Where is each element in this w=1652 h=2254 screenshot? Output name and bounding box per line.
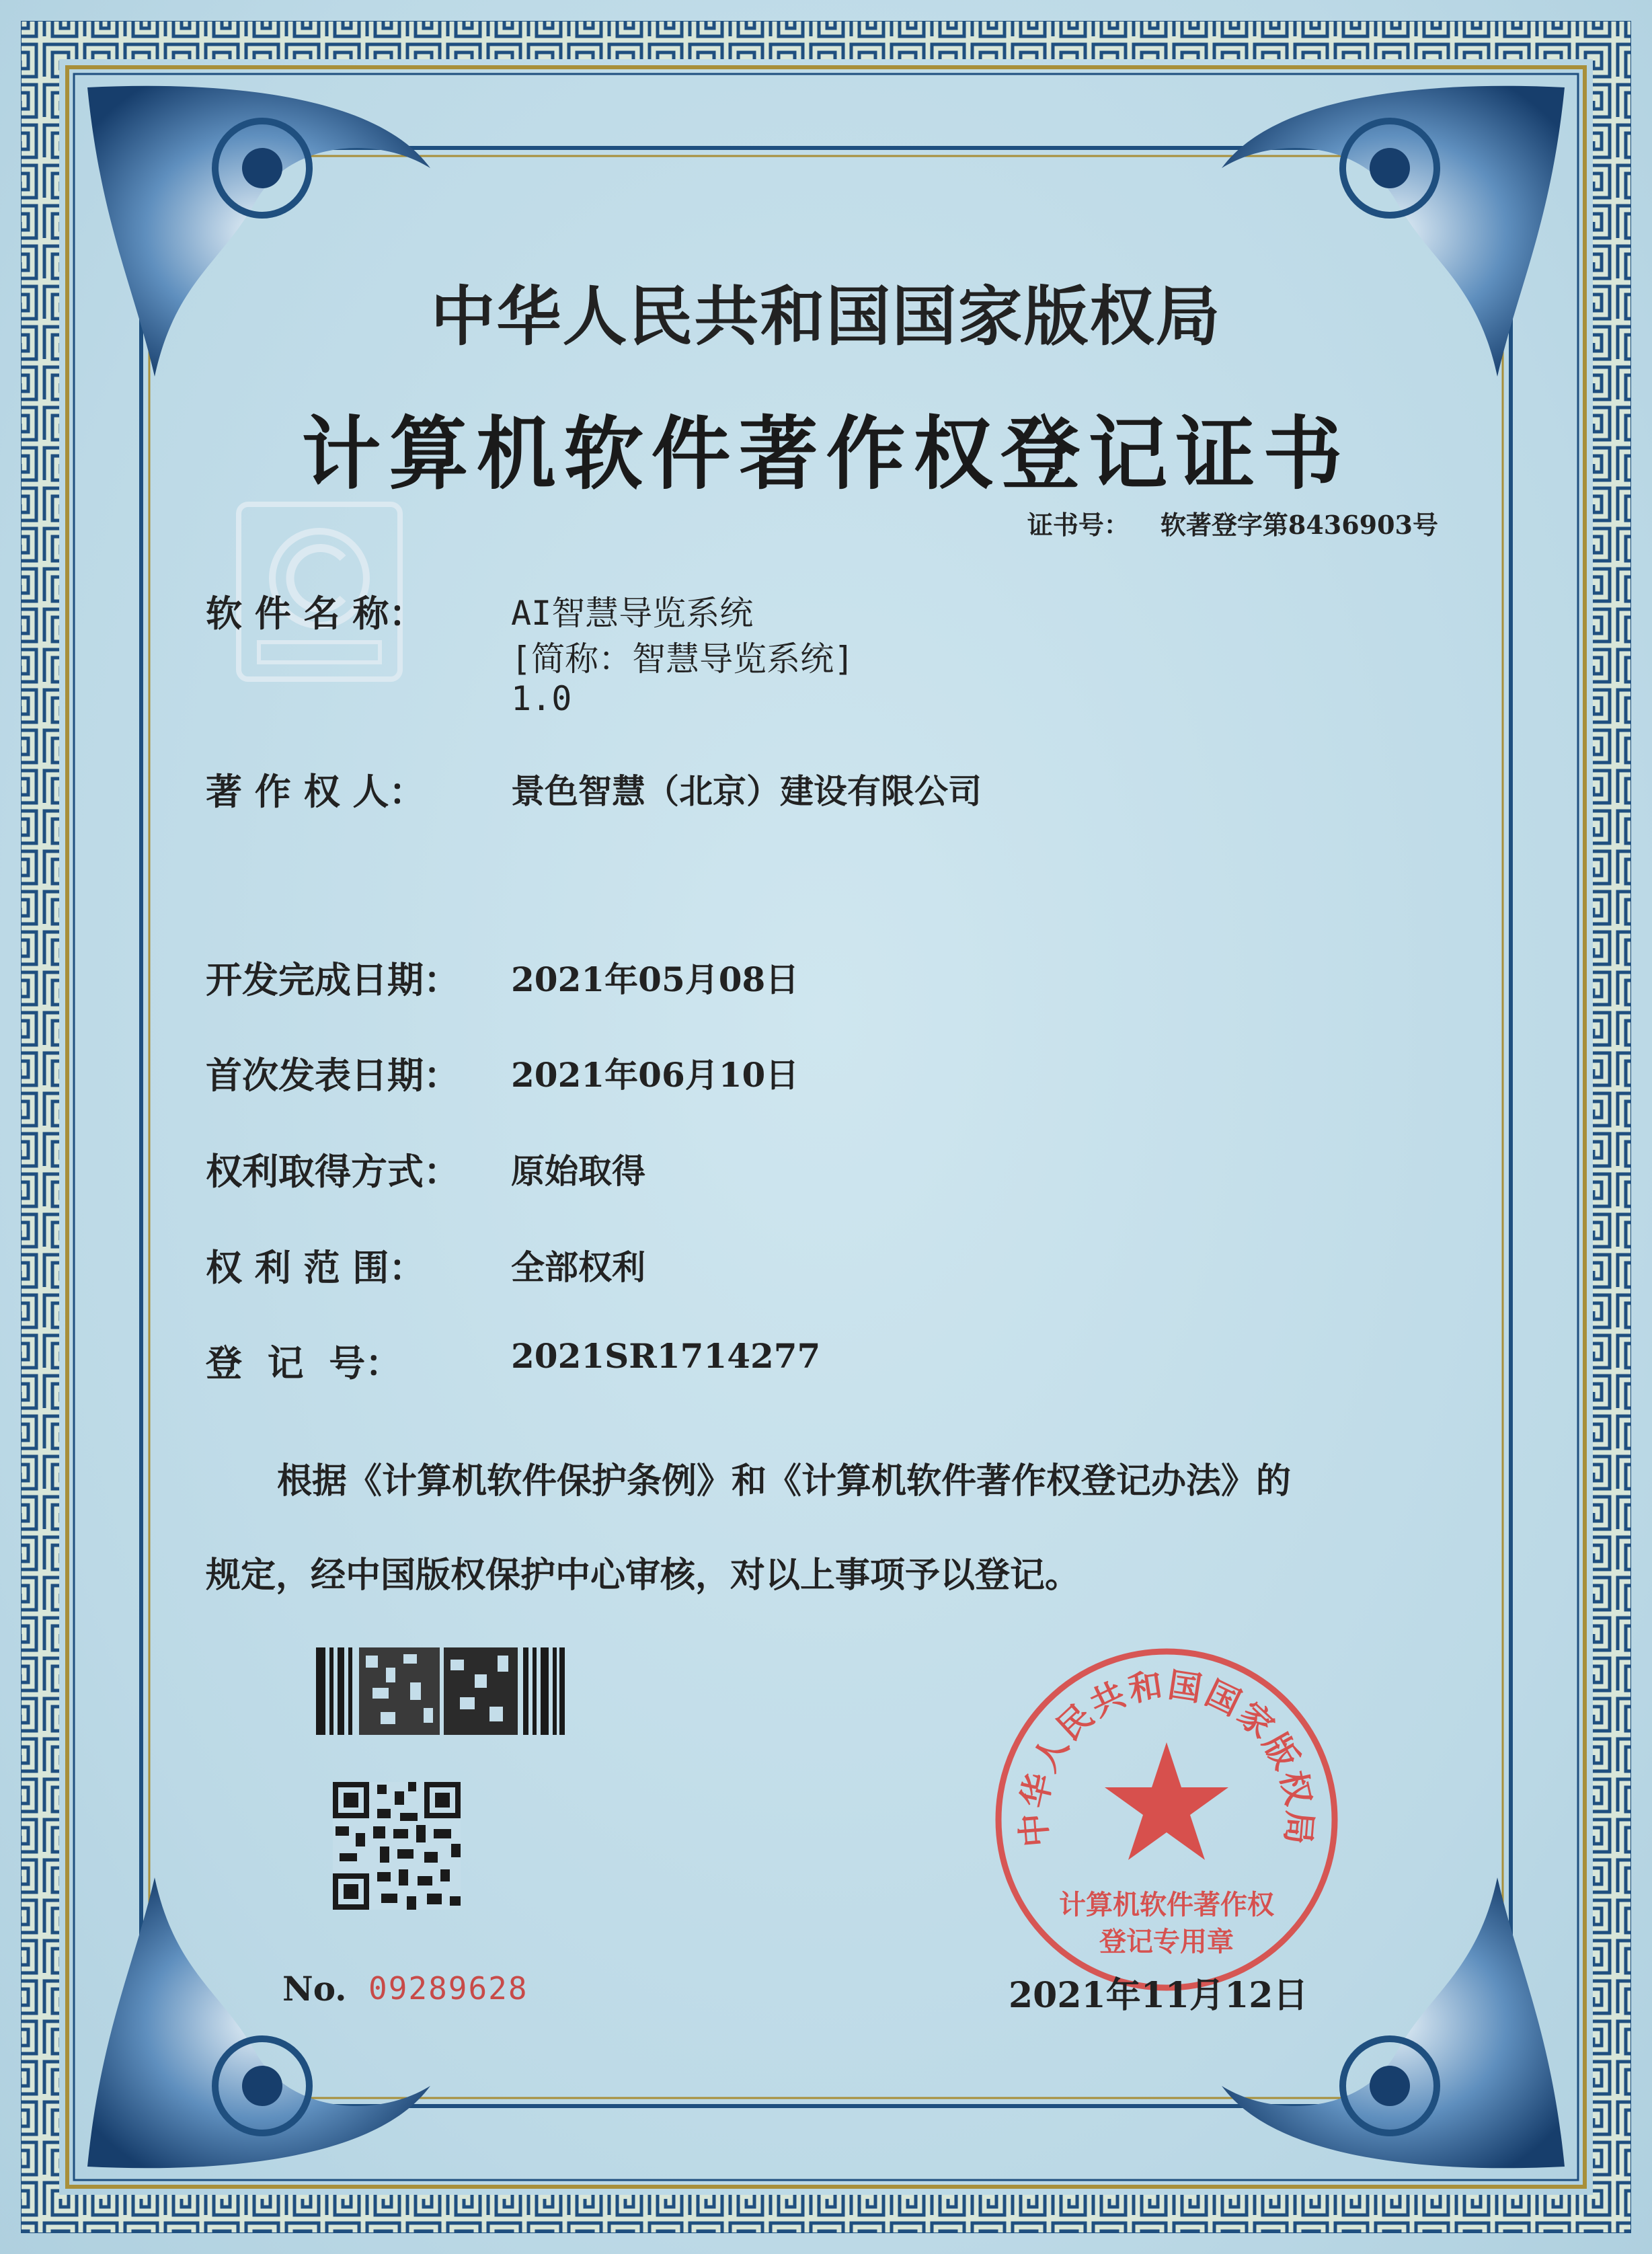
registration-label: 登 记 号： — [206, 1342, 402, 1385]
owner-value: 景色智慧（北京）建设有限公司 — [511, 771, 982, 811]
serial-number-label: No. — [282, 1969, 347, 2009]
seal-center-line-2: 登记专用章 — [1099, 1926, 1234, 1957]
scope-label: 权 利 范 围： — [206, 1246, 426, 1289]
certificate-title: 计算机软件著作权登记证书 — [301, 407, 1351, 500]
seal-star-icon — [1105, 1742, 1228, 1860]
seal-ring-text: 中华人民共和国国家版权局 — [1013, 1664, 1321, 1849]
certificate-number-label: 证书号： — [1027, 510, 1130, 540]
issuer-title: 中华人民共和国国家版权局 — [430, 278, 1222, 354]
serial-number-value: 09289628 — [368, 1970, 528, 2007]
certificate-number — [1027, 504, 1438, 541]
official-seal — [992, 1645, 1341, 1994]
pub-date-value: 2021年06月10日 — [511, 1055, 799, 1095]
software-name-value: AI智慧导览系统 — [511, 594, 754, 633]
scope-value: 全部权利 — [511, 1247, 645, 1287]
certificate-number-value: 软著登字第8436903号 — [1160, 510, 1438, 540]
dev-date-label: 开发完成日期： — [206, 958, 460, 1001]
owner-label: 著 作 权 人： — [206, 770, 426, 813]
registration-value: 2021SR1714277 — [511, 1336, 821, 1376]
pub-date-label: 首次发表日期： — [206, 1054, 460, 1097]
software-version: 1.0 — [511, 679, 572, 718]
corner-ornament-bottom-left — [87, 1877, 430, 2168]
statement-line-2: 规定，经中国版权保护中心审核，对以上事项予以登记。 — [206, 1555, 1080, 1596]
acquisition-label: 权利取得方式： — [206, 1150, 460, 1193]
issue-date: 2021年11月12日 — [1009, 1975, 1308, 2016]
dev-date-value: 2021年05月08日 — [511, 960, 799, 999]
software-name-label: 软 件 名 称： — [206, 592, 426, 635]
acquisition-value: 原始取得 — [511, 1151, 645, 1191]
seal-center-line-1: 计算机软件著作权 — [1059, 1889, 1274, 1920]
qr-code-icon — [333, 1782, 461, 1910]
barcode-icon — [316, 1647, 565, 1735]
software-short-name: [简称：智慧导览系统] — [511, 639, 855, 678]
statement-line-1: 根据《计算机软件保护条例》和《计算机软件著作权登记办法》的 — [277, 1461, 1292, 1502]
